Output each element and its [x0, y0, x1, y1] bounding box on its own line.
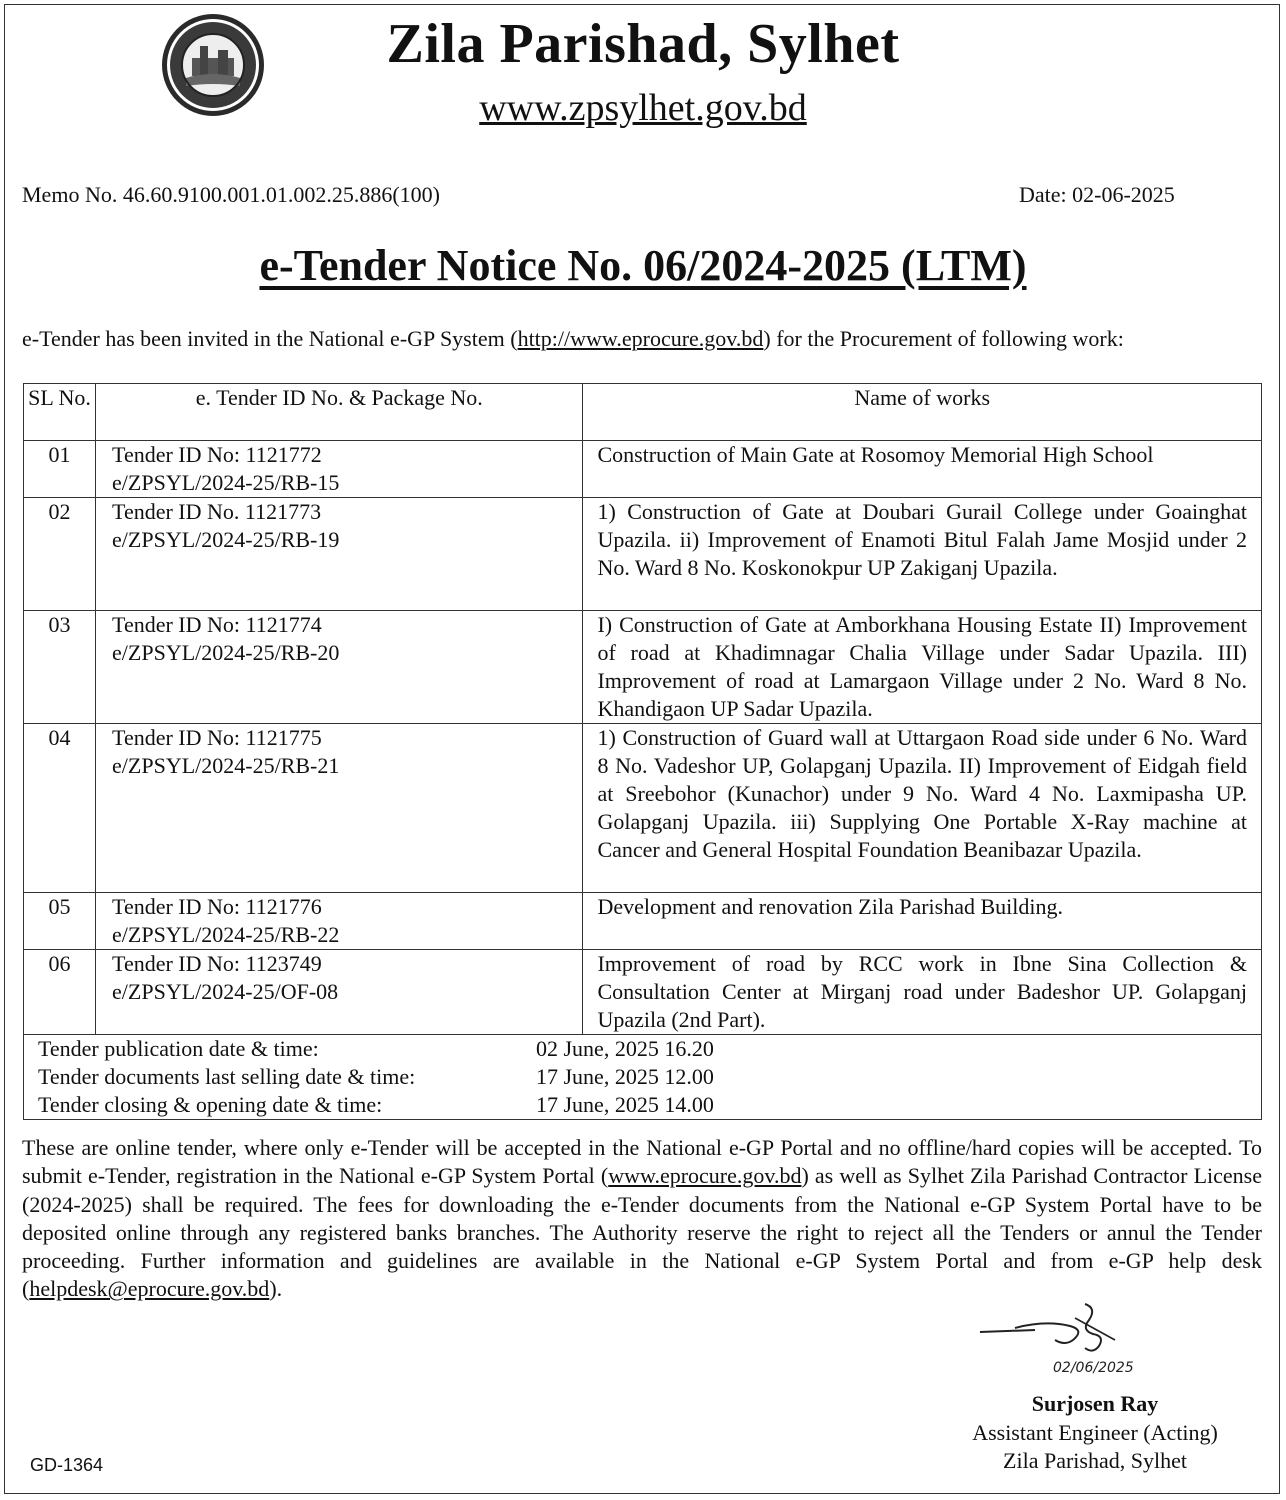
eprocure-link[interactable]: http://www.eprocure.gov.bd — [517, 326, 764, 351]
row-works: Improvement of road by RCC work in Ibne Sina Collection & Consultation Center at Mirganj road under Badeshor UP. Golapganj Upazila (2nd Part). — [583, 950, 1262, 1035]
date-label-publication: Tender publication date & time: — [38, 1036, 319, 1061]
row-tender-cell — [96, 611, 583, 724]
signatory-name: Surjosen Ray — [1031, 1391, 1159, 1416]
row-tender-cell — [96, 893, 583, 950]
signatory-office: Zila Parishad, Sylhet — [1003, 1448, 1187, 1473]
eprocure-link-2[interactable]: www.eprocure.gov.bd — [608, 1163, 802, 1189]
row-tender-id: Tender ID No: 1121775 — [112, 725, 322, 750]
date-value-closing: 17 June, 2025 14.00 — [536, 1092, 714, 1117]
row-sl: 04 — [24, 724, 96, 893]
row-sl: 06 — [24, 950, 96, 1035]
row-tender-cell — [96, 441, 583, 498]
row-package: e/ZPSYL/2024-25/OF-08 — [112, 979, 339, 1004]
table-row — [24, 950, 1262, 1035]
handwritten-signature — [975, 1300, 1175, 1382]
row-sl: 02 — [24, 498, 96, 611]
tender-table — [23, 383, 1262, 1120]
row-package: e/ZPSYL/2024-25/RB-19 — [112, 527, 340, 552]
row-tender-id: Tender ID No: 1121772 — [112, 442, 322, 467]
terms-part-1: These are online tender, where only e-Tender will be accepted in the National e-GP Portal and no offline/hard copies will be accepted. To submit e-Tender, registration in the National e-GP System Portal ( — [22, 1135, 1262, 1189]
row-tender-id: Tender ID No: 1121774 — [112, 612, 322, 637]
row-tender-cell — [96, 498, 583, 611]
notice-title: e-Tender Notice No. 06/2024-2025 (LTM) — [259, 241, 1027, 290]
row-tender-cell — [96, 950, 583, 1035]
row-works: I) Construction of Gate at Amborkhana Housing Estate II) Improvement of road at Khadimnagar Chalia Village under Sadar Upazila. III) Improvement of road at Lamargaon Village under 2 No. Ward 8 No. Khandigaon UP Sadar Upazila. — [583, 611, 1262, 724]
footer-code: GD-1364 — [30, 1455, 104, 1475]
dates-grid — [24, 1035, 1261, 1119]
date-label-closing: Tender closing & opening date & time: — [38, 1092, 383, 1117]
dates-cell — [24, 1035, 1262, 1120]
table-row — [24, 441, 1262, 498]
row-package: e/ZPSYL/2024-25/RB-22 — [112, 922, 340, 947]
signatory-title: Assistant Engineer (Acting) — [972, 1420, 1218, 1445]
intro-after: ) for the Procurement of following work: — [763, 326, 1124, 351]
row-tender-cell — [96, 724, 583, 893]
terms-part-3: ). — [269, 1276, 283, 1302]
row-sl: 05 — [24, 893, 96, 950]
memo-number: Memo No. 46.60.9100.001.01.002.25.886(100) — [22, 182, 440, 207]
row-package: e/ZPSYL/2024-25/RB-21 — [112, 753, 340, 778]
intro-before: e-Tender has been invited in the National e-GP System ( — [22, 326, 518, 351]
row-tender-id: Tender ID No: 1121776 — [112, 894, 322, 919]
office-title: Zila Parishad, Sylhet — [386, 13, 900, 75]
terms-part-2: ) as well as Sylhet Zila Parishad Contractor License (2024-2025) shall be required. The fees for downloading the e-Tender documents from the National e-GP System Portal have to be deposited online through any registered banks branches. The Authority reserve the right to reject all the Tenders or annul the Tender proceeding. Further information and guidelines are available in the National e-GP System Portal and from e-GP help desk ( — [22, 1163, 1262, 1302]
header-works: Name of works — [583, 384, 1262, 441]
row-works: 1) Construction of Gate at Doubari Gurail College under Goainghat Upazila. ii) Improvement of Enamoti Bitul Falah Jame Mosjid under 2 No. Ward 8 No. Koskonokpur UP Zakiganj Upazila. — [583, 498, 1262, 611]
row-package: e/ZPSYL/2024-25/RB-15 — [112, 470, 340, 495]
table-row — [24, 893, 1262, 950]
date-value-publication: 02 June, 2025 16.20 — [536, 1036, 714, 1061]
signature-date: 02/06/2025 — [1053, 1360, 1134, 1376]
row-sl: 03 — [24, 611, 96, 724]
row-sl: 01 — [24, 441, 96, 498]
row-works: 1) Construction of Guard wall at Uttargaon Road side under 6 No. Ward 8 No. Vadeshor UP, Golapganj Upazila. II) Improvement of Eidgah field at Sreebohor (Kunachor) under 9 No. Ward 4 No. Laxmipasha UP. Golapganj Upazila. iii) Supplying One Portable X-Ray machine at Cancer and General Hospital Foundation Beanibazar Upazila. — [583, 724, 1262, 893]
row-tender-id: Tender ID No. 1121773 — [112, 499, 322, 524]
terms-paragraph — [22, 1134, 1262, 1304]
intro-text — [22, 326, 1124, 352]
table-row — [24, 724, 1262, 893]
row-package: e/ZPSYL/2024-25/RB-20 — [112, 640, 340, 665]
date-value-selling: 17 June, 2025 12.00 — [536, 1064, 714, 1089]
table-row — [24, 611, 1262, 724]
table-row — [24, 498, 1262, 611]
header-tender-id: e. Tender ID No. & Package No. — [96, 384, 583, 441]
helpdesk-email-link[interactable]: helpdesk@eprocure.gov.bd — [29, 1276, 270, 1302]
dates-row — [24, 1035, 1262, 1120]
row-works: Construction of Main Gate at Rosomoy Memorial High School — [583, 441, 1262, 498]
row-tender-id: Tender ID No: 1123749 — [112, 951, 322, 976]
table-header-row — [24, 384, 1262, 441]
header-sl: SL No. — [24, 384, 96, 441]
row-works: Development and renovation Zila Parishad Building. — [583, 893, 1262, 950]
office-website[interactable]: www.zpsylhet.gov.bd — [479, 87, 807, 129]
date-label-selling: Tender documents last selling date & time: — [38, 1064, 416, 1089]
memo-date: Date: 02-06-2025 — [1019, 182, 1175, 207]
